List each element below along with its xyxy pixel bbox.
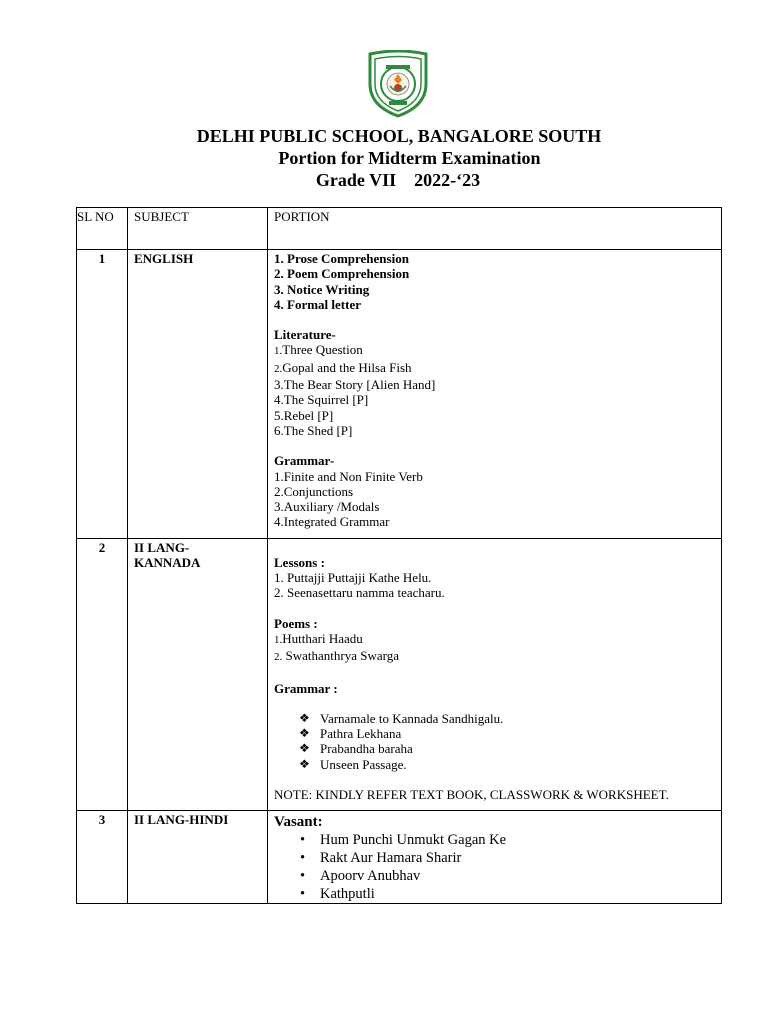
poem-item: 2. Swathanthrya Swarga	[274, 648, 399, 664]
header-sl-no: SL NO	[77, 208, 128, 250]
school-crest-icon	[364, 50, 432, 118]
portion-hindi	[268, 811, 722, 904]
grammar-heading: Grammar-	[274, 453, 335, 469]
sl-hindi: 3	[77, 811, 128, 904]
list-item: ❖ Unseen Passage.	[299, 757, 721, 772]
kannada-note: NOTE: KINDLY REFER TEXT BOOK, CLASSWORK & WORKSHEET.	[274, 787, 669, 803]
list-item: • Hum Punchi Unmukt Gagan Ke	[300, 831, 721, 849]
english-topic: 2. Poem Comprehension	[274, 266, 410, 282]
subject-english: ENGLISH	[128, 250, 268, 539]
school-name: DELHI PUBLIC SCHOOL, BANGALORE SOUTH	[196, 126, 602, 146]
grade-label: Grade VII	[315, 170, 397, 190]
grammar-item: 2.Conjunctions	[274, 483, 354, 499]
english-topic: 4. Formal letter	[274, 296, 361, 312]
english-topic: 1. Prose Comprehension	[274, 251, 409, 266]
literature-item: 5.Rebel [P]	[274, 407, 334, 423]
poems-heading: Poems :	[274, 615, 318, 631]
sl-kannada: 2	[77, 538, 128, 811]
literature-heading: Literature-	[274, 327, 336, 343]
sl-english: 1	[77, 250, 128, 539]
list-item: ❖ Pathra Lekhana	[299, 726, 721, 741]
portion-kannada	[268, 538, 722, 811]
literature-item: 6.The Shed [P]	[274, 422, 353, 438]
list-item: • Apoorv Anubhav	[300, 867, 721, 885]
literature-item: 4.The Squirrel [P]	[274, 392, 369, 408]
list-item: ❖ Prabandha baraha	[299, 741, 721, 756]
grade-line	[28, 169, 768, 191]
lessons-heading: Lessons :	[274, 554, 325, 570]
literature-item: 1.Three Question	[274, 342, 363, 358]
literature-item: 2.Gopal and the Hilsa Fish	[274, 359, 412, 375]
list-item: ❖ Varnamale to Kannada Sandhigalu.	[299, 711, 721, 726]
lesson-item: 2. Seenasettaru namma teacharu.	[274, 585, 445, 601]
english-topic: 3. Notice Writing	[274, 281, 370, 297]
school-logo	[364, 50, 432, 118]
subject-hindi: II LANG-HINDI	[128, 811, 268, 904]
list-item: • Rakt Aur Hamara Sharir	[300, 849, 721, 867]
portion-table	[76, 207, 722, 904]
kannada-grammar-heading: Grammar :	[274, 680, 338, 696]
grammar-item: 4.Integrated Grammar	[274, 514, 390, 530]
academic-year: 2022-‘23	[414, 170, 481, 190]
literature-item: 3.The Bear Story [Alien Hand]	[274, 377, 436, 393]
portion-english	[268, 250, 722, 539]
header-portion: PORTION	[268, 208, 722, 250]
exam-subtitle: Portion for Midterm Examination	[278, 148, 541, 168]
header-subject: SUBJECT	[128, 208, 268, 250]
table-header-row	[77, 208, 722, 250]
table-row-hindi	[77, 811, 722, 904]
lesson-item: 1. Puttajji Puttajji Kathe Helu.	[274, 570, 432, 586]
list-item: • Kathputli	[300, 885, 721, 903]
vasant-heading: Vasant:	[274, 814, 323, 831]
grammar-item: 3.Auxiliary /Modals	[274, 499, 380, 515]
poem-item: 1.Hutthari Haadu	[274, 630, 363, 646]
subject-kannada: II LANG- KANNADA	[128, 538, 268, 811]
document-title	[0, 125, 768, 191]
kannada-grammar-list	[274, 711, 721, 772]
table-row-english	[77, 250, 722, 539]
vasant-list	[274, 831, 721, 903]
table-row-kannada	[77, 538, 722, 811]
grammar-item: 1.Finite and Non Finite Verb	[274, 468, 423, 484]
